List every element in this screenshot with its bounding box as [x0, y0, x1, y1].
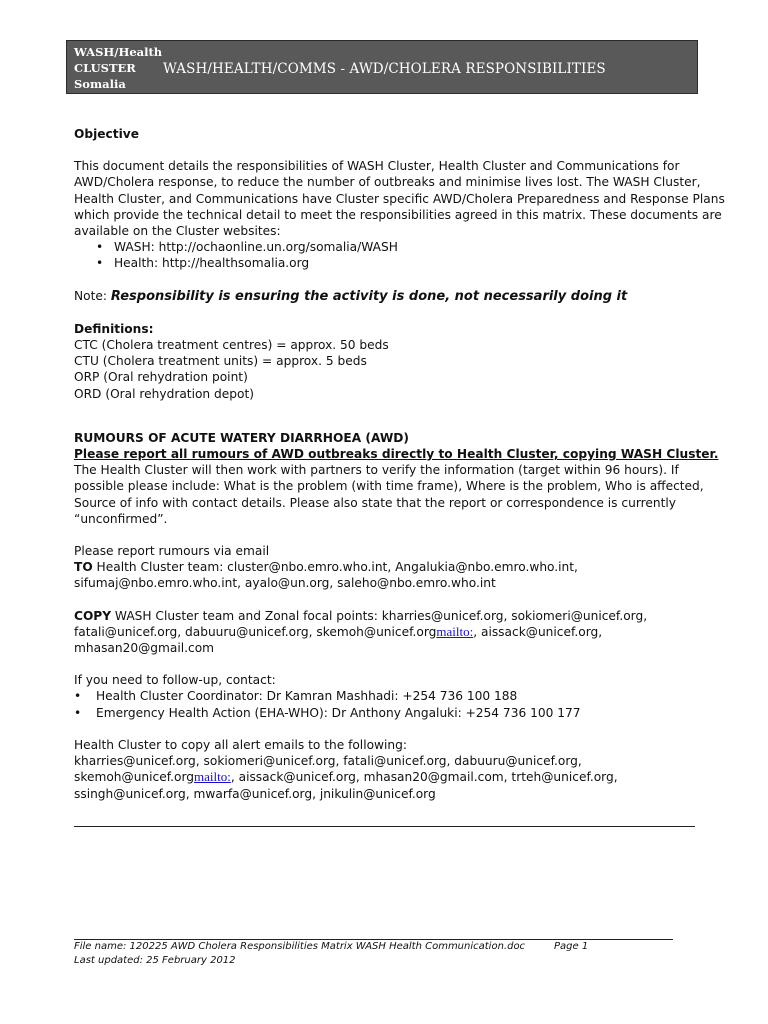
alert-mailto-link[interactable]: mailto: [194, 769, 231, 785]
to-recipients-1: Health Cluster team: cluster@nbo.emro.who.int, Angalukia@nbo.emro.who.int, [92, 560, 578, 575]
page-footer [74, 940, 589, 968]
rumours-line-4: “unconfirmed”. [74, 511, 168, 526]
objective-line-3: Health Cluster, and Communications have Cluster specific AWD/Cholera Preparedness and Response Plans [74, 191, 725, 206]
definition-ctu: CTU (Cholera treatment units) = approx. 5 beds [74, 354, 367, 369]
definition-ctc: CTC (Cholera treatment centres) = approx. 50 beds [74, 338, 389, 353]
document-title: WASH/HEALTH/COMMS - AWD/CHOLERA RESPONSIBILITIES [163, 61, 606, 77]
to-line-2: sifumaj@nbo.emro.who.int, ayalo@un.org, saleho@nbo.emro.who.int [74, 576, 496, 591]
copy-recipients-2b: , aissack@unicef.org, [473, 624, 603, 639]
alert-intro: Health Cluster to copy all alert emails to the following: [74, 737, 407, 752]
objective-line-2: AWD/Cholera response, to reduce the number of outbreaks and minimise lives lost. The WASH Cluster, [74, 175, 701, 190]
note-label: Note: [74, 288, 111, 303]
alert-line-1: kharries@unicef.org, sokiomeri@unicef.org, fatali@unicef.org, dabuuru@unicef.org, [74, 754, 582, 769]
rumours-line-1: The Health Cluster will then work with partners to verify the information (target within 96 hours). If [74, 463, 679, 478]
note-line [74, 288, 704, 305]
objective-line-1: This document details the responsibilities of WASH Cluster, Health Cluster and Communications for [74, 159, 680, 174]
document-body [74, 126, 725, 802]
to-line-1 [74, 559, 704, 575]
objective-line-5: available on the Cluster websites: [74, 224, 281, 239]
objective-heading: Objective [74, 127, 139, 141]
org-line-1: WASH/Health [74, 45, 163, 59]
org-line-3: Somalia [74, 77, 126, 91]
footer-file-name: File name: 120225 AWD Cholera Responsibilities Matrix WASH Health Communication.doc [74, 941, 526, 952]
email-intro: Please report rumours via email [74, 544, 270, 559]
copy-line-3: mhasan20@gmail.com [74, 641, 215, 656]
alert-line-3: ssingh@unicef.org, mwarfa@unicef.org, jnikulin@unicef.org [74, 786, 436, 801]
rumours-line-3: Source of info with contact details. Please also state that the report or correspondence is currently [74, 495, 676, 510]
website-wash[interactable]: • WASH: http://ochaonline.un.org/somalia/WASH [74, 239, 704, 255]
footer-page-number: Page 1 [554, 941, 589, 952]
objective-line-4: which provide the technical detail to meet the responsibilities agreed in this matrix. These documents are [74, 207, 722, 222]
copy-line-1 [74, 608, 704, 624]
alert-recipients-2: skemoh@unicef.org [74, 770, 195, 785]
alert-recipients-2b: , aissack@unicef.org, mhasan20@gmail.com, trteh@unicef.org, [230, 770, 618, 785]
document-header [66, 40, 698, 94]
definition-orp: ORP (Oral rehydration point) [74, 370, 248, 385]
contact-list [74, 688, 704, 720]
website-list [74, 239, 704, 271]
contact-coordinator: • Health Cluster Coordinator: Dr Kamran Mashhadi: +254 736 100 188 [74, 688, 704, 704]
alert-line-2 [74, 769, 704, 785]
definition-ord: ORD (Oral rehydration depot) [74, 386, 254, 401]
rumours-line-2: possible please include: What is the problem (with time frame), Where is the problem, Who is affected, [74, 479, 704, 494]
footer-last-updated: Last updated: 25 February 2012 [74, 955, 236, 966]
copy-line-2 [74, 624, 704, 640]
copy-recipients-2: fatali@unicef.org, dabuuru@unicef.org, skemoh@unicef.org [74, 624, 437, 639]
organization-block [74, 44, 162, 92]
copy-recipients-1: WASH Cluster team and Zonal focal points: kharries@unicef.org, sokiomeri@unicef.org, [111, 608, 648, 623]
rumours-instruction: Please report all rumours of AWD outbreaks directly to Health Cluster, copying WASH Cluster. [74, 447, 719, 462]
mailto-link[interactable]: mailto: [436, 623, 474, 639]
followup-intro: If you need to follow-up, contact: [74, 673, 276, 688]
section-divider [74, 826, 695, 827]
website-health[interactable]: • Health: http://healthsomalia.org [74, 255, 704, 271]
note-text: Responsibility is ensuring the activity is done, not necessarily doing it [110, 288, 628, 304]
rumours-heading: RUMOURS OF ACUTE WATERY DIARRHOEA (AWD) [74, 430, 409, 445]
copy-label: COPY [74, 608, 112, 623]
definitions-heading: Definitions: [74, 321, 154, 336]
to-label: TO [74, 560, 93, 575]
contact-eha: • Emergency Health Action (EHA-WHO): Dr Anthony Angaluki: +254 736 100 177 [74, 705, 704, 721]
org-line-2: CLUSTER [74, 61, 136, 75]
